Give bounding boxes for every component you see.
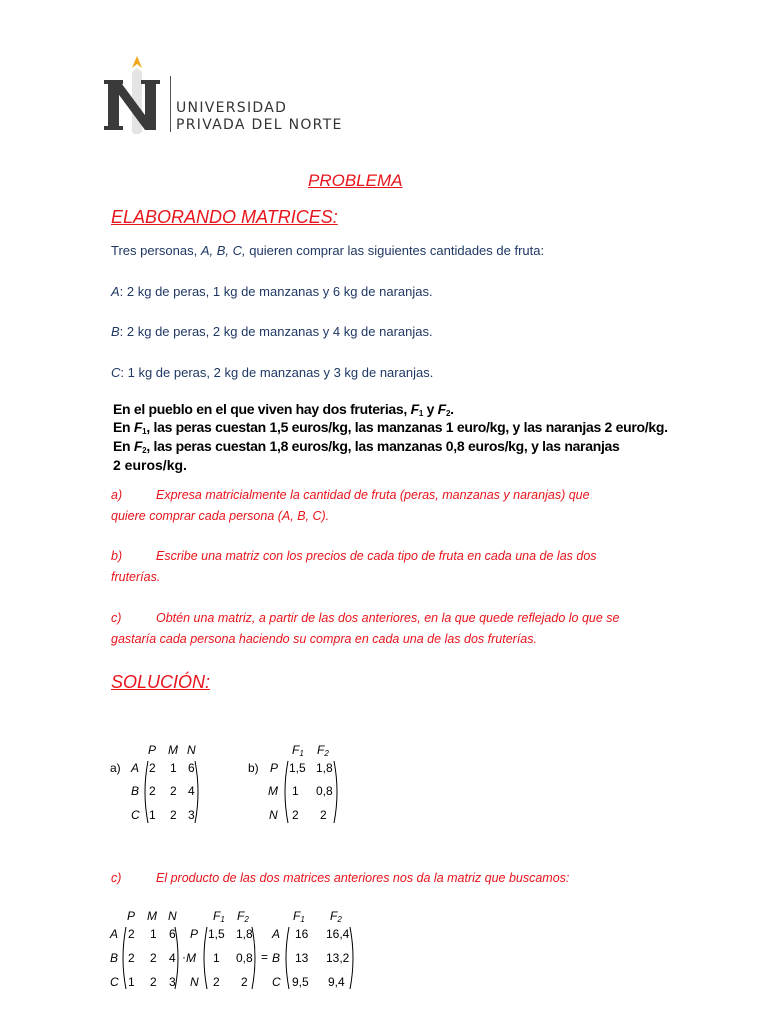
fruterias-text: .: [450, 401, 454, 417]
row-header: B: [131, 784, 140, 798]
part-label: a): [110, 761, 121, 775]
question-line: gastaría cada persona haciendo su compra en cada una de las dos fruterías.: [111, 632, 537, 646]
f-subscript: 1: [418, 409, 423, 418]
col-header: [237, 909, 249, 924]
row-header: B: [110, 951, 119, 965]
matrix-cell: 2: [241, 975, 248, 989]
matrix-cell: 13: [295, 951, 309, 965]
matrix-cell: 16: [295, 927, 309, 941]
question-a: [111, 485, 659, 527]
row-header: A: [272, 927, 281, 941]
logo-divider: [170, 76, 171, 132]
col-header: M: [147, 909, 157, 923]
matrix-cell: 4: [188, 784, 195, 798]
row-header: C: [110, 975, 119, 989]
matrix-cell: 2: [150, 951, 157, 965]
fruterias-text: y: [423, 401, 438, 417]
fruterias-line-3: [113, 437, 620, 460]
matrix-cell: 9,5: [292, 975, 309, 989]
col-header: [292, 743, 304, 758]
matrix-cell: 3: [169, 975, 176, 989]
multiply-dot: ·: [182, 950, 186, 964]
f-subscript: 1: [299, 749, 304, 758]
solution-c-sentence: El producto de las dos matrices anteriores nos da la matriz que buscamos:: [156, 871, 570, 885]
fruterias-text: , las peras cuestan 1,5 euros/kg, las manzanas 1 euro/kg, y las naranjas 2 euro/kg.: [146, 419, 668, 435]
row-header: C: [272, 975, 281, 989]
matrix-cell: 1: [150, 927, 157, 941]
left-bracket: [281, 760, 289, 824]
row-header: P: [270, 761, 279, 775]
matrix-cell: 1,8: [236, 927, 253, 941]
matrix-cell: 4: [169, 951, 176, 965]
solution-b-matrix: [248, 740, 358, 830]
intro-pre: Tres personas,: [111, 243, 201, 258]
f-symbol: F: [292, 743, 300, 757]
matrix-cell: 2: [128, 951, 135, 965]
f-subscript: 2: [244, 915, 249, 924]
matrix-cell: 1,5: [208, 927, 225, 941]
question-line: fruterías.: [111, 570, 161, 584]
f-symbol: F: [330, 909, 338, 923]
person-text: : 1 kg de peras, 2 kg de manzanas y 3 kg de naranjas.: [120, 365, 434, 380]
intro-people: A, B, C,: [200, 243, 246, 258]
f-symbol: F: [410, 401, 419, 417]
row-header: A: [110, 927, 119, 941]
matrix-cell: 1,8: [316, 761, 333, 775]
question-label: a): [111, 488, 123, 502]
question-line: Obtén una matriz, a partir de las dos anteriores, en la que quede reflejado lo que se: [156, 611, 620, 625]
person-text: : 2 kg de peras, 2 kg de manzanas y 4 kg de naranjas.: [119, 324, 433, 339]
matrix-cell: 2: [149, 784, 156, 798]
question-label: c): [111, 871, 122, 885]
solution-a-matrix: [110, 740, 230, 830]
col-header: M: [168, 743, 178, 757]
matrix-cell: 1: [128, 975, 135, 989]
solution-c-text: [111, 871, 569, 885]
matrix-cell: 2: [150, 975, 157, 989]
question-label: c): [111, 611, 122, 625]
logo-line-2: PRIVADA DEL NORTE: [176, 117, 343, 133]
row-header: P: [190, 927, 199, 941]
fruterias-text: En el pueblo en el que viven hay dos fruterias,: [113, 401, 411, 417]
solution-title: SOLUCIÓN:: [111, 672, 211, 692]
matrix-cell: 6: [188, 761, 195, 775]
left-bracket: [200, 926, 208, 990]
col-header: [317, 743, 329, 758]
person-label: B: [111, 324, 120, 339]
question-c: [111, 608, 659, 650]
matrix-cell: 6: [169, 927, 176, 941]
matrix-cell: 13,2: [326, 951, 350, 965]
fruterias-line-4: 2 euros/kg.: [113, 457, 187, 473]
f-subscript: 1: [220, 915, 225, 924]
person-b-line: [111, 324, 433, 339]
matrix-cell: 1: [170, 761, 177, 775]
col-header: N: [187, 743, 196, 757]
matrix-cell: 2: [213, 975, 220, 989]
page-title: PROBLEMA: [308, 171, 403, 190]
fruterias-text: En: [113, 419, 134, 435]
matrix-cell: 1: [213, 951, 220, 965]
col-header: [330, 909, 342, 924]
f-symbol: F: [133, 438, 143, 454]
matrix-cell: 2: [170, 808, 177, 822]
f-subscript: 1: [142, 427, 147, 436]
right-bracket: [194, 760, 202, 824]
row-header: A: [131, 761, 140, 775]
logo-line-1: UNIVERSIDAD: [176, 100, 288, 116]
question-label: b): [111, 549, 123, 563]
question-line: quiere comprar cada persona (A, B, C).: [111, 509, 330, 523]
row-header: C: [131, 808, 140, 822]
f-symbol: F: [237, 909, 245, 923]
product-equation: [110, 906, 370, 996]
left-bracket: [141, 760, 149, 824]
f-subscript: 2: [142, 446, 147, 455]
question-line: Expresa matricialmente la cantidad de fruta (peras, manzanas y naranjas) que: [156, 488, 590, 502]
f-symbol: F: [437, 401, 446, 417]
f-symbol: F: [293, 909, 301, 923]
question-line: Escribe una matriz con los precios de cada tipo de fruta en cada una de las dos: [156, 549, 597, 563]
f-subscript: 1: [300, 915, 305, 924]
matrix-cell: 1: [292, 784, 299, 798]
col-header: [293, 909, 305, 924]
row-header: M: [186, 951, 196, 965]
section-title: ELABORANDO MATRICES:: [111, 207, 338, 227]
matrix-cell: 9,4: [328, 975, 345, 989]
left-bracket: [119, 926, 127, 990]
row-header: M: [268, 784, 278, 798]
col-header: [213, 909, 225, 924]
fruterias-text: En: [113, 438, 134, 454]
col-header: P: [127, 909, 136, 923]
intro-post: quieren comprar las siguientes cantidades de fruta:: [245, 243, 545, 258]
row-header: N: [190, 975, 199, 989]
logo-n-mark-icon: [104, 54, 166, 134]
f-symbol: F: [317, 743, 325, 757]
matrix-cell: 2: [292, 808, 299, 822]
matrix-cell: 16,4: [326, 927, 350, 941]
matrix-cell: 3: [188, 808, 195, 822]
right-bracket: [349, 926, 357, 990]
row-header: N: [269, 808, 278, 822]
col-header: N: [168, 909, 177, 923]
fruterias-text: , las peras cuestan 1,8 euros/kg, las manzanas 0,8 euros/kg, y las naranjas: [146, 438, 620, 454]
f-symbol: F: [213, 909, 221, 923]
university-logo: [104, 54, 364, 134]
person-label: C: [111, 365, 121, 380]
f-subscript: 2: [337, 915, 342, 924]
person-c-line: [111, 365, 433, 380]
person-a-line: [111, 284, 433, 299]
f-subscript: 2: [445, 409, 451, 418]
intro-text: [111, 243, 544, 258]
row-header: B: [272, 951, 281, 965]
matrix-cell: 0,8: [236, 951, 253, 965]
right-bracket: [333, 760, 341, 824]
matrix-cell: 2: [170, 784, 177, 798]
left-bracket: [282, 926, 290, 990]
matrix-cell: 0,8: [316, 784, 333, 798]
matrix-cell: 2: [128, 927, 135, 941]
matrix-cell: 1,5: [289, 761, 306, 775]
matrix-cell: 1: [149, 808, 156, 822]
part-label: b): [248, 761, 259, 775]
question-b: [111, 546, 659, 588]
matrix-cell: 2: [149, 761, 156, 775]
equals-sign: =: [261, 950, 269, 964]
matrix-cell: 2: [320, 808, 327, 822]
person-text: : 2 kg de peras, 1 kg de manzanas y 6 kg de naranjas.: [119, 284, 433, 299]
f-symbol: F: [133, 419, 143, 435]
person-label: A: [111, 284, 120, 299]
f-subscript: 2: [324, 749, 329, 758]
col-header: P: [148, 743, 157, 757]
